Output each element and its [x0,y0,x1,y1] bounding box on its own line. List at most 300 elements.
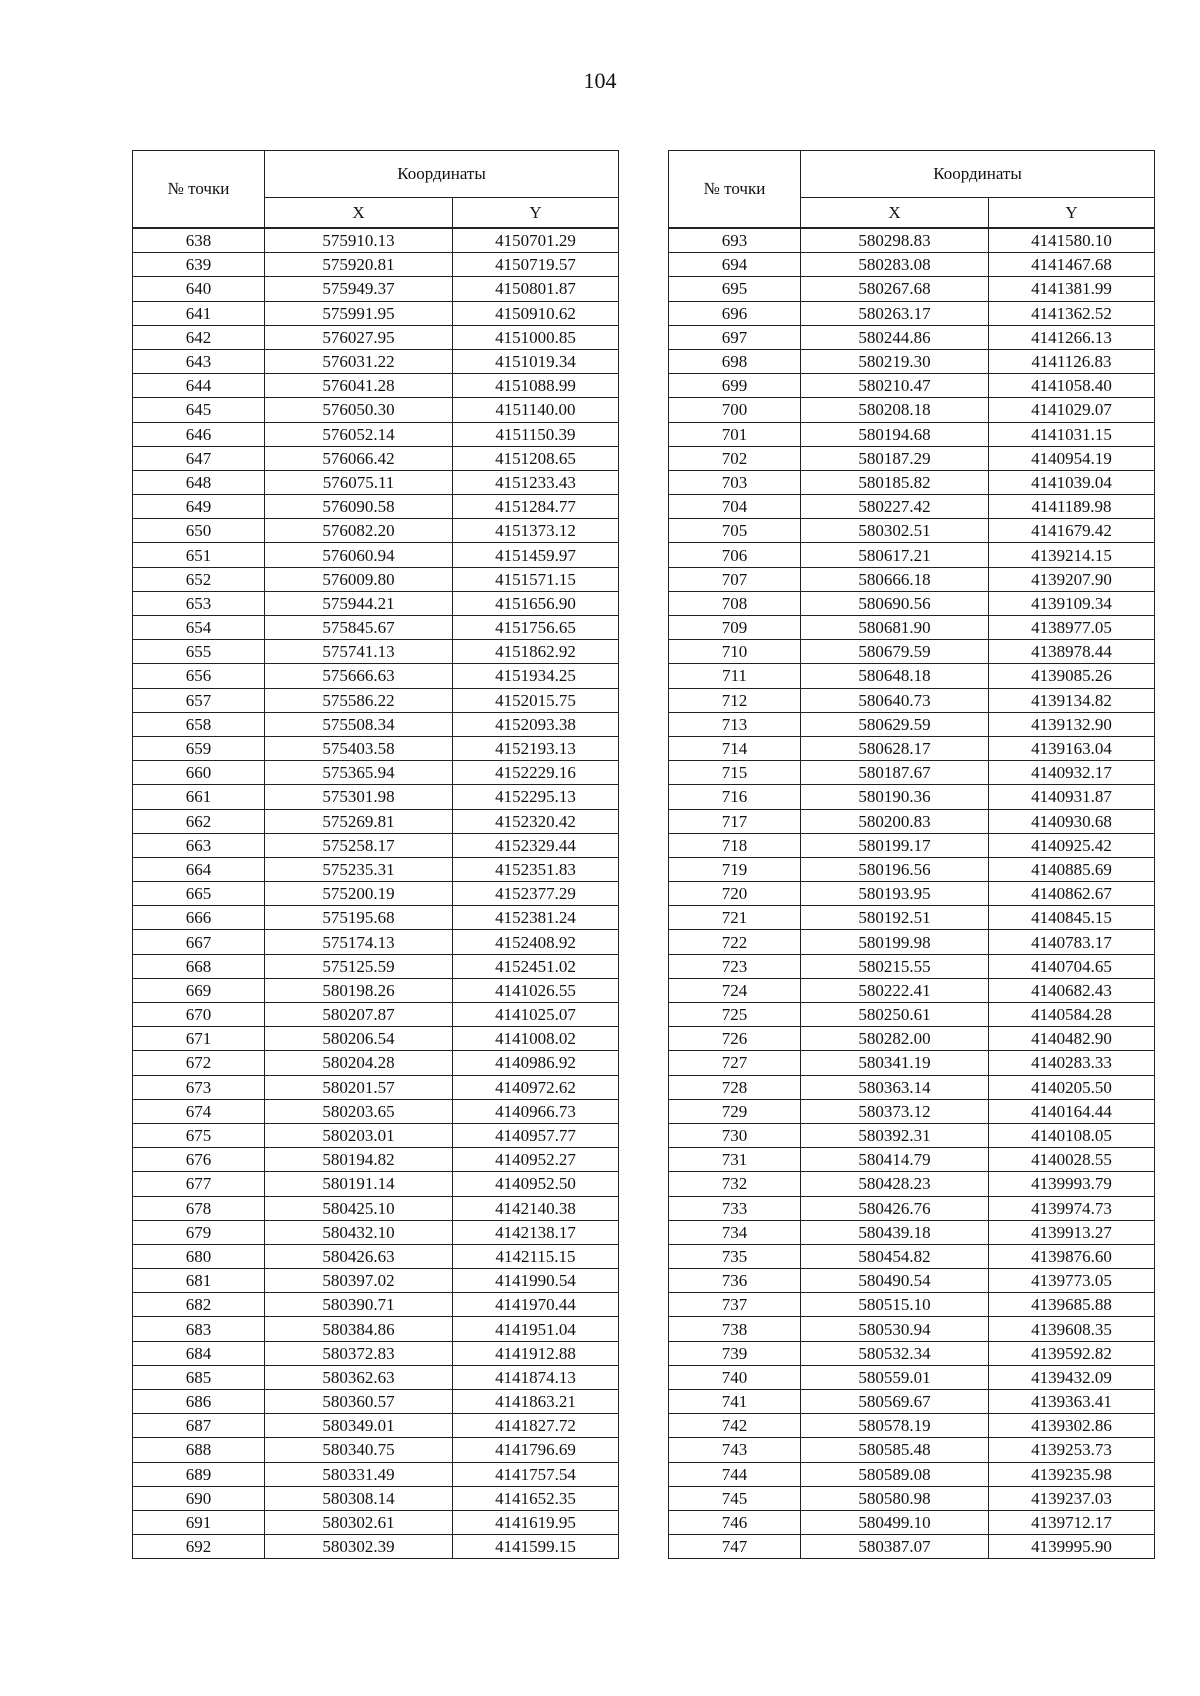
table-row [133,1269,619,1293]
x-cell: 576082.20 [265,519,453,543]
y-cell: 4140957.77 [453,1123,619,1147]
table-row [669,374,1155,398]
point-number-cell: 698 [669,349,801,373]
header-x: X [801,198,989,229]
x-cell: 580530.94 [801,1317,989,1341]
x-cell: 580360.57 [265,1390,453,1414]
y-cell: 4151571.15 [453,567,619,591]
point-number-cell: 706 [669,543,801,567]
x-cell: 580349.01 [265,1414,453,1438]
point-number-cell: 707 [669,567,801,591]
x-cell: 580196.56 [801,857,989,881]
table-row [133,470,619,494]
x-cell: 580679.59 [801,640,989,664]
table-row [669,785,1155,809]
table-row [669,664,1155,688]
point-number-cell: 650 [133,519,265,543]
table-row [133,688,619,712]
table-row [669,519,1155,543]
point-number-cell: 643 [133,349,265,373]
point-number-cell: 719 [669,857,801,881]
table-row [669,616,1155,640]
table-row [669,1075,1155,1099]
x-cell: 580363.14 [801,1075,989,1099]
y-cell: 4140028.55 [989,1148,1155,1172]
table-row [669,398,1155,422]
y-cell: 4139163.04 [989,736,1155,760]
y-cell: 4141912.88 [453,1341,619,1365]
y-cell: 4139995.90 [989,1535,1155,1559]
x-cell: 580206.54 [265,1027,453,1051]
y-cell: 4141029.07 [989,398,1155,422]
x-cell: 580194.68 [801,422,989,446]
x-cell: 576052.14 [265,422,453,446]
point-number-cell: 682 [133,1293,265,1317]
table-row [669,1414,1155,1438]
table-row [669,422,1155,446]
x-cell: 580227.42 [801,495,989,519]
point-number-cell: 648 [133,470,265,494]
table-row [669,1196,1155,1220]
x-cell: 580192.51 [801,906,989,930]
point-number-cell: 731 [669,1148,801,1172]
y-cell: 4139207.90 [989,567,1155,591]
point-number-cell: 666 [133,906,265,930]
y-cell: 4140932.17 [989,761,1155,785]
table-row [669,1438,1155,1462]
x-cell: 580215.55 [801,954,989,978]
table-row [133,906,619,930]
point-number-cell: 677 [133,1172,265,1196]
x-cell: 575666.63 [265,664,453,688]
table-row [133,978,619,1002]
y-cell: 4141266.13 [989,325,1155,349]
point-number-cell: 718 [669,833,801,857]
y-cell: 4139363.41 [989,1390,1155,1414]
point-number-cell: 742 [669,1414,801,1438]
point-number-cell: 658 [133,712,265,736]
x-cell: 575403.58 [265,736,453,760]
table-row [133,761,619,785]
y-cell: 4151233.43 [453,470,619,494]
y-cell: 4141757.54 [453,1462,619,1486]
table-row [133,228,619,253]
y-cell: 4141026.55 [453,978,619,1002]
table-row [133,954,619,978]
x-cell: 575949.37 [265,277,453,301]
y-cell: 4140966.73 [453,1099,619,1123]
table-row [133,301,619,325]
point-number-cell: 678 [133,1196,265,1220]
point-number-cell: 664 [133,857,265,881]
y-cell: 4141039.04 [989,470,1155,494]
x-cell: 580222.41 [801,978,989,1002]
y-cell: 4139134.82 [989,688,1155,712]
point-number-cell: 667 [133,930,265,954]
y-cell: 4140930.68 [989,809,1155,833]
table-row [133,519,619,543]
table-row [669,446,1155,470]
y-cell: 4141362.52 [989,301,1155,325]
x-cell: 576090.58 [265,495,453,519]
y-cell: 4141652.35 [453,1486,619,1510]
y-cell: 4139302.86 [989,1414,1155,1438]
point-number-cell: 704 [669,495,801,519]
table-row [669,1341,1155,1365]
y-cell: 4151000.85 [453,325,619,349]
table-row [669,1293,1155,1317]
y-cell: 4139235.98 [989,1462,1155,1486]
table-row [133,833,619,857]
y-cell: 4139974.73 [989,1196,1155,1220]
table-body [133,228,619,1559]
point-number-cell: 717 [669,809,801,833]
x-cell: 580244.86 [801,325,989,349]
point-number-cell: 738 [669,1317,801,1341]
y-cell: 4139085.26 [989,664,1155,688]
point-number-cell: 730 [669,1123,801,1147]
x-cell: 575944.21 [265,591,453,615]
point-number-cell: 676 [133,1148,265,1172]
table-row [669,1390,1155,1414]
y-cell: 4140972.62 [453,1075,619,1099]
header-y: Y [453,198,619,229]
y-cell: 4140584.28 [989,1003,1155,1027]
y-cell: 4139432.09 [989,1365,1155,1389]
table-row [669,301,1155,325]
y-cell: 4140482.90 [989,1027,1155,1051]
table-row [669,978,1155,1002]
point-number-cell: 673 [133,1075,265,1099]
table-row [669,277,1155,301]
y-cell: 4150701.29 [453,228,619,253]
table-row [669,1099,1155,1123]
point-number-cell: 654 [133,616,265,640]
x-cell: 580340.75 [265,1438,453,1462]
y-cell: 4140205.50 [989,1075,1155,1099]
table-row [133,1075,619,1099]
y-cell: 4141025.07 [453,1003,619,1027]
point-number-cell: 670 [133,1003,265,1027]
x-cell: 575741.13 [265,640,453,664]
y-cell: 4141189.98 [989,495,1155,519]
point-number-cell: 732 [669,1172,801,1196]
point-number-cell: 725 [669,1003,801,1027]
y-cell: 4151459.97 [453,543,619,567]
header-x: X [265,198,453,229]
table-row [133,1341,619,1365]
table-row [133,616,619,640]
y-cell: 4150910.62 [453,301,619,325]
point-number-cell: 733 [669,1196,801,1220]
point-number-cell: 690 [133,1486,265,1510]
header-y: Y [989,198,1155,229]
x-cell: 575258.17 [265,833,453,857]
x-cell: 580690.56 [801,591,989,615]
x-cell: 580198.26 [265,978,453,1002]
table-row [669,882,1155,906]
y-cell: 4151150.39 [453,422,619,446]
y-cell: 4152381.24 [453,906,619,930]
point-number-cell: 640 [133,277,265,301]
table-row [133,1051,619,1075]
y-cell: 4140682.43 [989,978,1155,1002]
point-number-cell: 709 [669,616,801,640]
x-cell: 580589.08 [801,1462,989,1486]
table-row [669,349,1155,373]
x-cell: 580203.65 [265,1099,453,1123]
table-row [133,857,619,881]
y-cell: 4151088.99 [453,374,619,398]
table-row [133,1003,619,1027]
y-cell: 4151934.25 [453,664,619,688]
x-cell: 580308.14 [265,1486,453,1510]
y-cell: 4141619.95 [453,1510,619,1534]
table-row [669,906,1155,930]
y-cell: 4141827.72 [453,1414,619,1438]
y-cell: 4139773.05 [989,1269,1155,1293]
table-row [669,495,1155,519]
table-row [133,591,619,615]
point-number-cell: 721 [669,906,801,930]
x-cell: 575269.81 [265,809,453,833]
point-number-cell: 656 [133,664,265,688]
x-cell: 575991.95 [265,301,453,325]
point-number-cell: 638 [133,228,265,253]
x-cell: 580426.63 [265,1244,453,1268]
point-number-cell: 724 [669,978,801,1002]
y-cell: 4142138.17 [453,1220,619,1244]
table-row [669,688,1155,712]
y-cell: 4152229.16 [453,761,619,785]
table-row [133,567,619,591]
y-cell: 4140931.87 [989,785,1155,809]
table-row [133,374,619,398]
y-cell: 4151140.00 [453,398,619,422]
y-cell: 4141599.15 [453,1535,619,1559]
y-cell: 4140283.33 [989,1051,1155,1075]
point-number-cell: 734 [669,1220,801,1244]
table-row [133,1244,619,1268]
y-cell: 4139214.15 [989,543,1155,567]
point-number-cell: 679 [133,1220,265,1244]
table-row [133,495,619,519]
table-row [133,422,619,446]
table-row [669,1220,1155,1244]
table-row [133,1172,619,1196]
point-number-cell: 647 [133,446,265,470]
table-row [133,253,619,277]
y-cell: 4140952.50 [453,1172,619,1196]
x-cell: 580559.01 [801,1365,989,1389]
y-cell: 4151656.90 [453,591,619,615]
y-cell: 4141679.42 [989,519,1155,543]
x-cell: 580578.19 [801,1414,989,1438]
point-number-cell: 645 [133,398,265,422]
x-cell: 580532.34 [801,1341,989,1365]
x-cell: 580425.10 [265,1196,453,1220]
x-cell: 580250.61 [801,1003,989,1027]
table-row [133,1486,619,1510]
table-row [133,1365,619,1389]
y-cell: 4141951.04 [453,1317,619,1341]
y-cell: 4140885.69 [989,857,1155,881]
x-cell: 575910.13 [265,228,453,253]
y-cell: 4138977.05 [989,616,1155,640]
y-cell: 4139253.73 [989,1438,1155,1462]
point-number-cell: 683 [133,1317,265,1341]
table-row [133,398,619,422]
point-number-cell: 726 [669,1027,801,1051]
x-cell: 580282.00 [801,1027,989,1051]
point-number-cell: 729 [669,1099,801,1123]
point-number-cell: 641 [133,301,265,325]
x-cell: 575174.13 [265,930,453,954]
x-cell: 575200.19 [265,882,453,906]
x-cell: 580515.10 [801,1293,989,1317]
point-number-cell: 651 [133,543,265,567]
x-cell: 575508.34 [265,712,453,736]
x-cell: 580681.90 [801,616,989,640]
x-cell: 580203.01 [265,1123,453,1147]
table-row [133,930,619,954]
header-coordinates: Координаты [801,151,1155,198]
y-cell: 4141126.83 [989,349,1155,373]
y-cell: 4141058.40 [989,374,1155,398]
table-row [669,1462,1155,1486]
point-number-cell: 639 [133,253,265,277]
x-cell: 580194.82 [265,1148,453,1172]
table-row [133,1535,619,1559]
x-cell: 575365.94 [265,761,453,785]
y-cell: 4139237.03 [989,1486,1155,1510]
x-cell: 580200.83 [801,809,989,833]
point-number-cell: 747 [669,1535,801,1559]
y-cell: 4152408.92 [453,930,619,954]
y-cell: 4139876.60 [989,1244,1155,1268]
table-row [669,591,1155,615]
x-cell: 575301.98 [265,785,453,809]
table-row [133,809,619,833]
x-cell: 575586.22 [265,688,453,712]
table-row [669,1051,1155,1075]
y-cell: 4138978.44 [989,640,1155,664]
point-number-cell: 708 [669,591,801,615]
x-cell: 580341.19 [801,1051,989,1075]
x-cell: 576009.80 [265,567,453,591]
point-number-cell: 672 [133,1051,265,1075]
table-body [669,228,1155,1559]
point-number-cell: 675 [133,1123,265,1147]
point-number-cell: 653 [133,591,265,615]
point-number-cell: 728 [669,1075,801,1099]
y-cell: 4151862.92 [453,640,619,664]
y-cell: 4152015.75 [453,688,619,712]
header-point-number: № точки [133,151,265,229]
table-row [133,1390,619,1414]
y-cell: 4140108.05 [989,1123,1155,1147]
point-number-cell: 697 [669,325,801,349]
x-cell: 580362.63 [265,1365,453,1389]
table-row [133,1196,619,1220]
y-cell: 4141580.10 [989,228,1155,253]
x-cell: 576075.11 [265,470,453,494]
y-cell: 4140704.65 [989,954,1155,978]
point-number-cell: 696 [669,301,801,325]
x-cell: 580432.10 [265,1220,453,1244]
point-number-cell: 745 [669,1486,801,1510]
x-cell: 580414.79 [801,1148,989,1172]
table-row [669,1148,1155,1172]
x-cell: 576060.94 [265,543,453,567]
point-number-cell: 715 [669,761,801,785]
point-number-cell: 727 [669,1051,801,1075]
point-number-cell: 688 [133,1438,265,1462]
point-number-cell: 652 [133,567,265,591]
x-cell: 580397.02 [265,1269,453,1293]
x-cell: 580199.17 [801,833,989,857]
point-number-cell: 746 [669,1510,801,1534]
y-cell: 4152451.02 [453,954,619,978]
point-number-cell: 716 [669,785,801,809]
point-number-cell: 705 [669,519,801,543]
table-row [669,857,1155,881]
y-cell: 4151373.12 [453,519,619,543]
x-cell: 575845.67 [265,616,453,640]
y-cell: 4139993.79 [989,1172,1155,1196]
x-cell: 580187.67 [801,761,989,785]
point-number-cell: 680 [133,1244,265,1268]
x-cell: 580426.76 [801,1196,989,1220]
x-cell: 580267.68 [801,277,989,301]
x-cell: 580372.83 [265,1341,453,1365]
x-cell: 580569.67 [801,1390,989,1414]
table-row [133,882,619,906]
point-number-cell: 700 [669,398,801,422]
table-row [669,712,1155,736]
point-number-cell: 644 [133,374,265,398]
y-cell: 4140925.42 [989,833,1155,857]
point-number-cell: 710 [669,640,801,664]
y-cell: 4151284.77 [453,495,619,519]
y-cell: 4152329.44 [453,833,619,857]
y-cell: 4139685.88 [989,1293,1155,1317]
point-number-cell: 685 [133,1365,265,1389]
x-cell: 576027.95 [265,325,453,349]
x-cell: 576041.28 [265,374,453,398]
x-cell: 580219.30 [801,349,989,373]
table-row [133,1293,619,1317]
y-cell: 4152320.42 [453,809,619,833]
y-cell: 4139913.27 [989,1220,1155,1244]
table-row [669,567,1155,591]
point-number-cell: 669 [133,978,265,1002]
y-cell: 4141863.21 [453,1390,619,1414]
y-cell: 4139608.35 [989,1317,1155,1341]
x-cell: 580193.95 [801,882,989,906]
y-cell: 4141381.99 [989,277,1155,301]
table-row [669,1027,1155,1051]
table-row [133,543,619,567]
point-number-cell: 693 [669,228,801,253]
point-number-cell: 674 [133,1099,265,1123]
table-row [133,1220,619,1244]
x-cell: 580204.28 [265,1051,453,1075]
table-row [669,1535,1155,1559]
y-cell: 4151756.65 [453,616,619,640]
x-cell: 580302.51 [801,519,989,543]
y-cell: 4150719.57 [453,253,619,277]
